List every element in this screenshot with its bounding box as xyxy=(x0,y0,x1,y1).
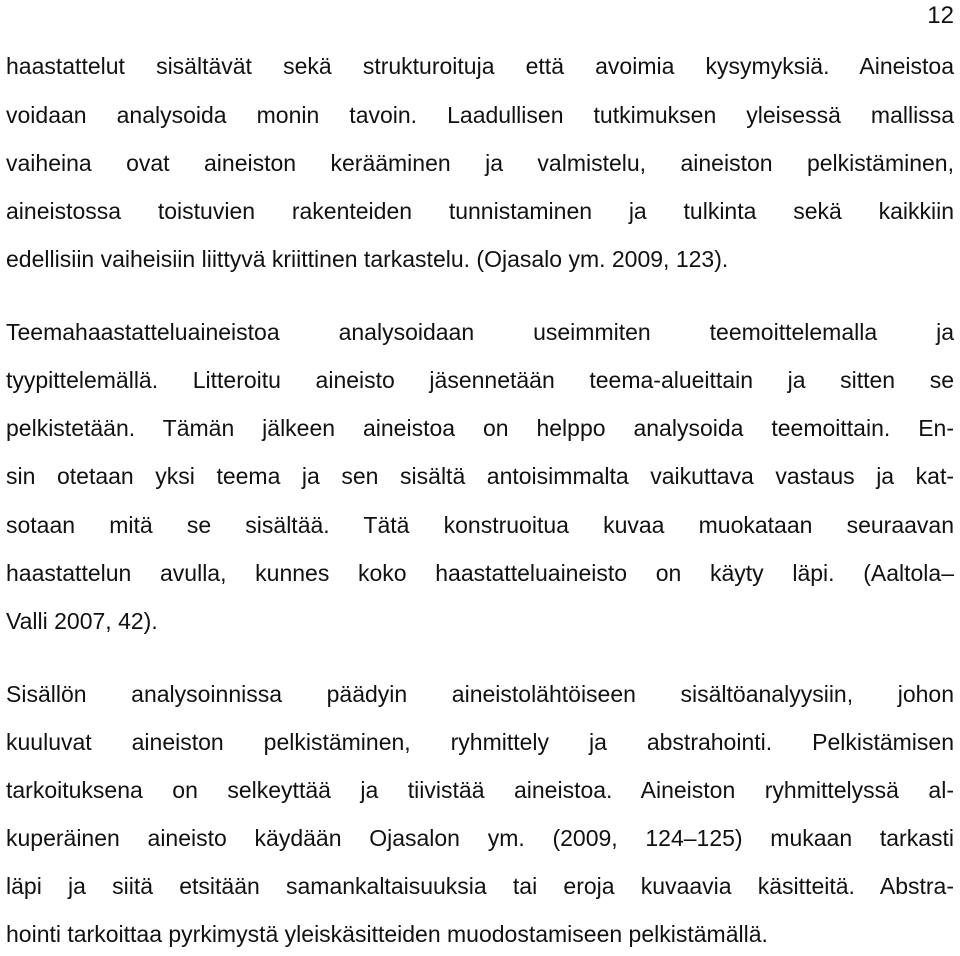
paragraph-2-line-6: haastattelun avulla, kunnes koko haastatteluaineisto on käyty läpi. (Aaltola– xyxy=(6,560,954,586)
paragraph-3-line-3: tarkoituksena on selkeyttää ja tiivistää aineistoa. Aineiston ryhmittelyssä al- xyxy=(6,777,954,803)
paragraph-2-line-2: tyypittelemällä. Litteroitu aineisto jäsennetään teema-alueittain ja sitten se xyxy=(6,367,954,393)
paragraph-2-line-3: pelkistetään. Tämän jälkeen aineistoa on helppo analysoida teemoittain. En- xyxy=(6,415,954,441)
paragraph-1-line-3: vaiheina ovat aineiston kerääminen ja valmistelu, aineiston pelkistäminen, xyxy=(6,150,954,176)
paragraph-3-line-6: hointi tarkoittaa pyrkimystä yleiskäsitteiden muodostamiseen pelkistämällä. xyxy=(6,921,768,947)
paragraph-1-line-2: voidaan analysoida monin tavoin. Laadullisen tutkimuksen yleisessä mallissa xyxy=(6,102,954,128)
paragraph-3-line-4: kuperäinen aineisto käydään Ojasalon ym. (2009, 124–125) mukaan tarkasti xyxy=(6,825,954,851)
paragraph-1-line-5: edellisiin vaiheisiin liittyvä kriittinen tarkastelu. (Ojasalo ym. 2009, 123). xyxy=(6,246,729,272)
paragraph-2-line-4: sin otetaan yksi teema ja sen sisältä antoisimmalta vaikuttava vastaus ja kat- xyxy=(6,463,954,489)
paragraph-3-line-2: kuuluvat aineiston pelkistäminen, ryhmittely ja abstrahointi. Pelkistämisen xyxy=(6,729,954,755)
paragraph-1-line-1: haastattelut sisältävät sekä strukturoituja että avoimia kysymyksiä. Aineistoa xyxy=(6,53,954,79)
paragraph-2-line-5: sotaan mitä se sisältää. Tätä konstruoitua kuvaa muokataan seuraavan xyxy=(6,512,954,538)
paragraph-3-line-5: läpi ja siitä etsitään samankaltaisuuksia tai eroja kuvaavia käsitteitä. Abstra- xyxy=(6,873,954,899)
paragraph-2-line-1: Teemahaastatteluaineistoa analysoidaan useimmiten teemoittelemalla ja xyxy=(6,319,954,345)
paragraph-2-line-7: Valli 2007, 42). xyxy=(6,608,158,634)
page-number: 12 xyxy=(927,2,954,29)
paragraph-1-line-4: aineistossa toistuvien rakenteiden tunnistaminen ja tulkinta sekä kaikkiin xyxy=(6,198,954,224)
paragraph-3-line-1: Sisällön analysoinnissa päädyin aineistolähtöiseen sisältöanalyysiin, johon xyxy=(6,681,954,707)
